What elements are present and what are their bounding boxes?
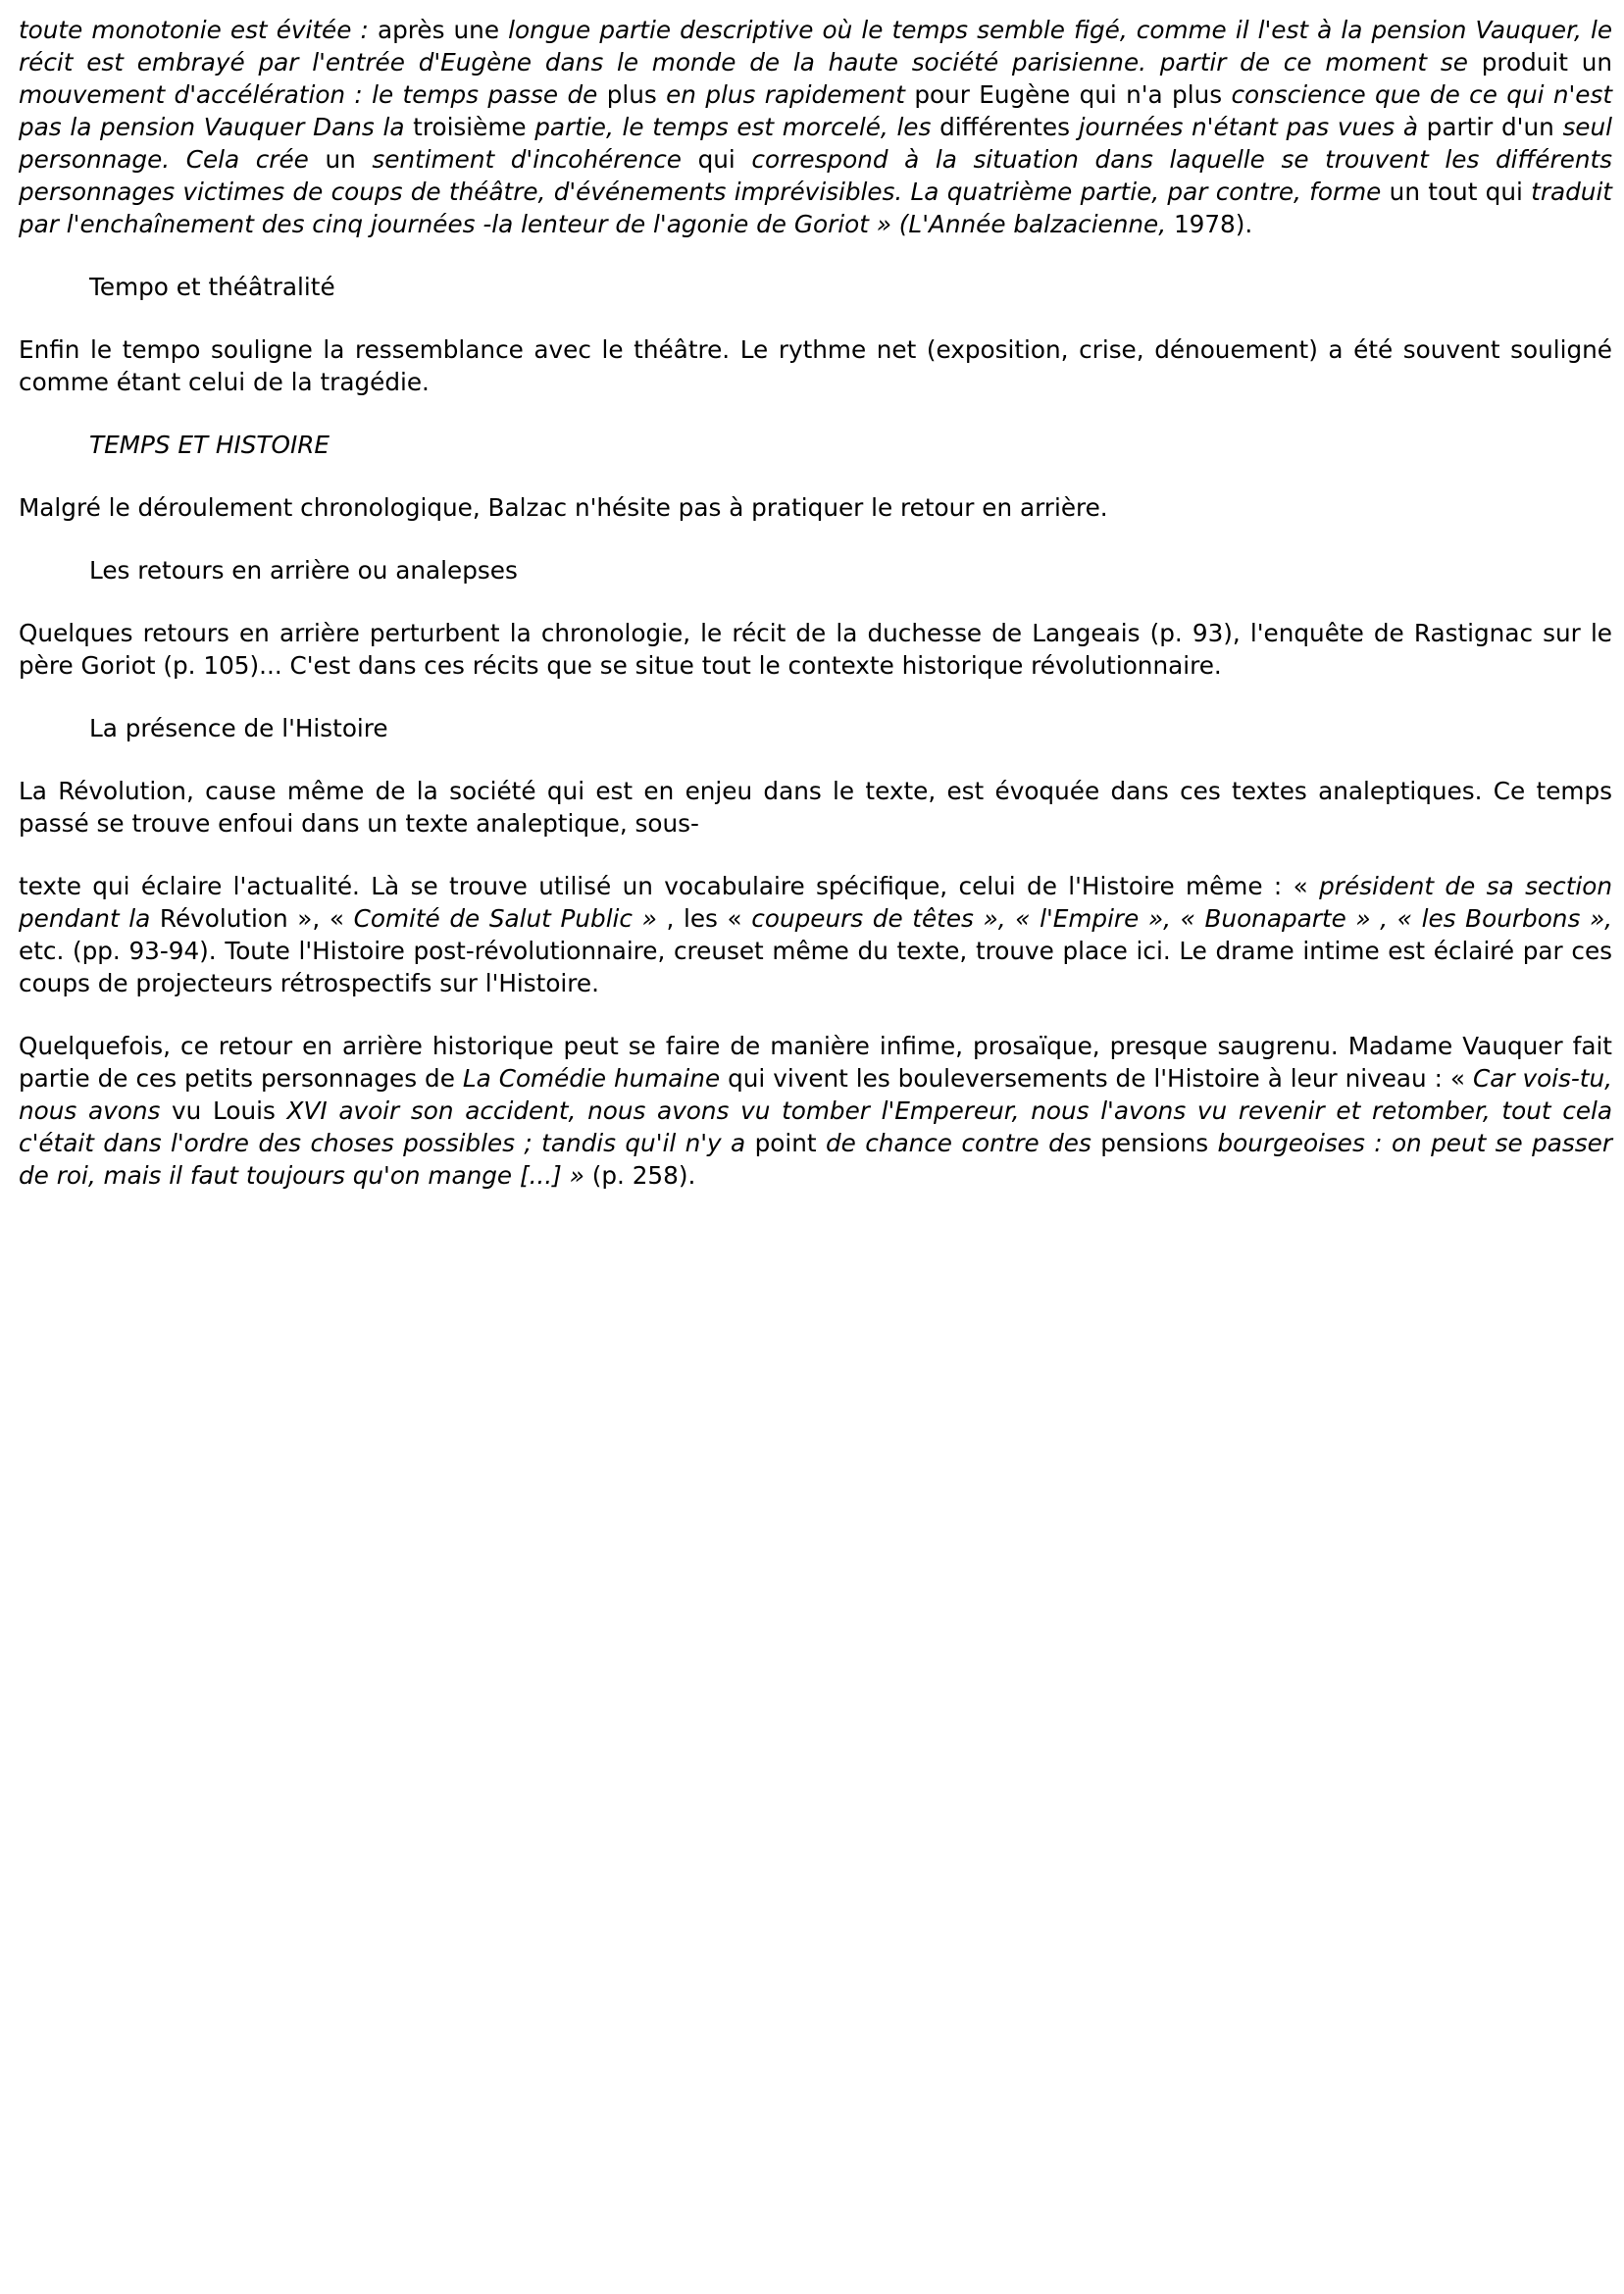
italic-text-run: Comité de Salut Public » [353, 904, 667, 933]
italic-text-run: toute monotonie est évitée : [19, 16, 378, 44]
text-run: point [754, 1129, 826, 1157]
paragraph-madame-vauquer [19, 1030, 1612, 1192]
italic-text-run: en plus rapidement [666, 80, 915, 109]
italic-text-run: longue partie descriptive où le temps semble figé, comme il l'est à la pension Vauquer, le récit est embrayé par l'entrée d'Eugène dans le monde de la haute société parisienne. partir de ce moment se [19, 16, 1613, 76]
text-run: un [325, 145, 373, 174]
text-run: texte qui éclaire l'actualité. Là se trouve utilisé un vocabulaire spécifique, celui de l'Histoire même : « [19, 872, 1320, 900]
paragraph-retours-en-arriere [19, 617, 1612, 682]
text-run: un tout qui [1389, 178, 1532, 206]
text-run: La présence de l'Histoire [89, 714, 388, 742]
italic-text-run: partie, le temps est morcelé, les [534, 113, 940, 141]
text-run: partir d'un [1426, 113, 1563, 141]
section-heading-temps-histoire [19, 429, 1612, 461]
italic-text-run: sentiment d'incohérence [372, 145, 698, 174]
italic-text-run: bourgeoises : on peut se passer de roi, mais il faut toujours qu'on mange [...] » [19, 1129, 1612, 1190]
text-run: Quelquefois, ce retour en arrière historique peut se faire de manière infime, prosaïque, presque saugrenu. Madame Vauquer fait partie de ces petits personnages de [19, 1032, 1612, 1093]
paragraph-deroulement-chronologique [19, 491, 1612, 524]
paragraph-vocabulaire-histoire [19, 870, 1612, 999]
text-run: , les « [666, 904, 752, 933]
italic-text-run: XVI avoir son accident, nous avons vu tomber l'Empereur, nous l'avons vu revenir et retomber, tout cela c'était dans l'ordre des choses possibles ; tandis qu'il n'y a [19, 1096, 1612, 1157]
text-run: Révolution », « [159, 904, 354, 933]
paragraph-narrative-tempo [19, 14, 1612, 240]
subheading-retours-analepses [19, 554, 1612, 586]
text-run: plus [606, 80, 667, 109]
text-run: différentes [939, 113, 1079, 141]
paragraph-revolution [19, 775, 1612, 840]
text-run: Malgré le déroulement chronologique, Balzac n'hésite pas à pratiquer le retour en arrière. [19, 493, 1108, 522]
italic-text-run: TEMPS ET HISTOIRE [89, 431, 330, 459]
italic-text-run: de chance contre des [825, 1129, 1101, 1157]
text-run: Tempo et théâtralité [89, 273, 335, 301]
text-run: qui vivent les bouleversements de l'Histoire à leur niveau : « [728, 1064, 1473, 1093]
paragraph-tempo-theatre [19, 333, 1612, 398]
text-run: qui [697, 145, 752, 174]
italic-text-run: président de sa section pendant la [19, 872, 1612, 933]
text-run: Quelques retours en arrière perturbent la chronologie, le récit de la duchesse de Langeais (p. 93), l'enquête de Rastignac sur le père Goriot (p. 105)... C'est dans ces récits que se situe tout le contexte historique révolutionnaire. [19, 619, 1612, 680]
italic-text-run: traduit par l'enchaînement des cinq journées -la lenteur de l'agonie de Goriot » (L'Année balzacienne, [19, 178, 1612, 238]
text-run: pensions [1100, 1129, 1218, 1157]
italic-text-run: Car vois-tu, nous avons [19, 1064, 1612, 1125]
italic-text-run: correspond à la situation dans laquelle se trouvent les différents personnages victimes de coups de théâtre, d'événements imprévisibles. La quatrième partie, par contre, forme [19, 145, 1613, 206]
italic-text-run: coupeurs de têtes », « l'Empire », « Buonaparte » , « les Bourbons », [751, 904, 1613, 933]
text-run: après une [377, 16, 509, 44]
text-run: Enfin le tempo souligne la ressemblance avec le théâtre. Le rythme net (exposition, crise, dénouement) a été souvent souligné comme étant celui de la tragédie. [19, 335, 1612, 396]
text-run: etc. (pp. 93-94). Toute l'Histoire post-révolutionnaire, creuset même du texte, trouve place ici. Le drame intime est éclairé par ces coups de projecteurs rétrospectifs sur l'Histoire. [19, 937, 1612, 997]
text-run: pour Eugène qui n'a plus [914, 80, 1232, 109]
subheading-presence-histoire [19, 712, 1612, 744]
italic-text-run: seul personnage. Cela crée [19, 113, 1612, 174]
subheading-tempo-theatralite [19, 271, 1612, 303]
italic-text-run: La Comédie humaine [462, 1064, 729, 1093]
text-run: produit un [1481, 48, 1612, 76]
text-run: vu Louis [172, 1096, 287, 1125]
text-run: La Révolution, cause même de la société qui est en enjeu dans le texte, est évoquée dans ces textes analeptiques. Ce temps passé se trouve enfoui dans un texte analeptique, sous- [19, 777, 1612, 838]
italic-text-run: mouvement d'accélération : le temps passe de [19, 80, 607, 109]
italic-text-run: conscience que de ce qui n'est pas la pension Vauquer Dans la [19, 80, 1613, 141]
text-run: 1978). [1173, 210, 1253, 238]
text-run: Les retours en arrière ou analepses [89, 556, 518, 585]
italic-text-run: journées n'étant pas vues à [1078, 113, 1427, 141]
text-run: (p. 258). [591, 1161, 696, 1190]
text-run: troisième [413, 113, 535, 141]
